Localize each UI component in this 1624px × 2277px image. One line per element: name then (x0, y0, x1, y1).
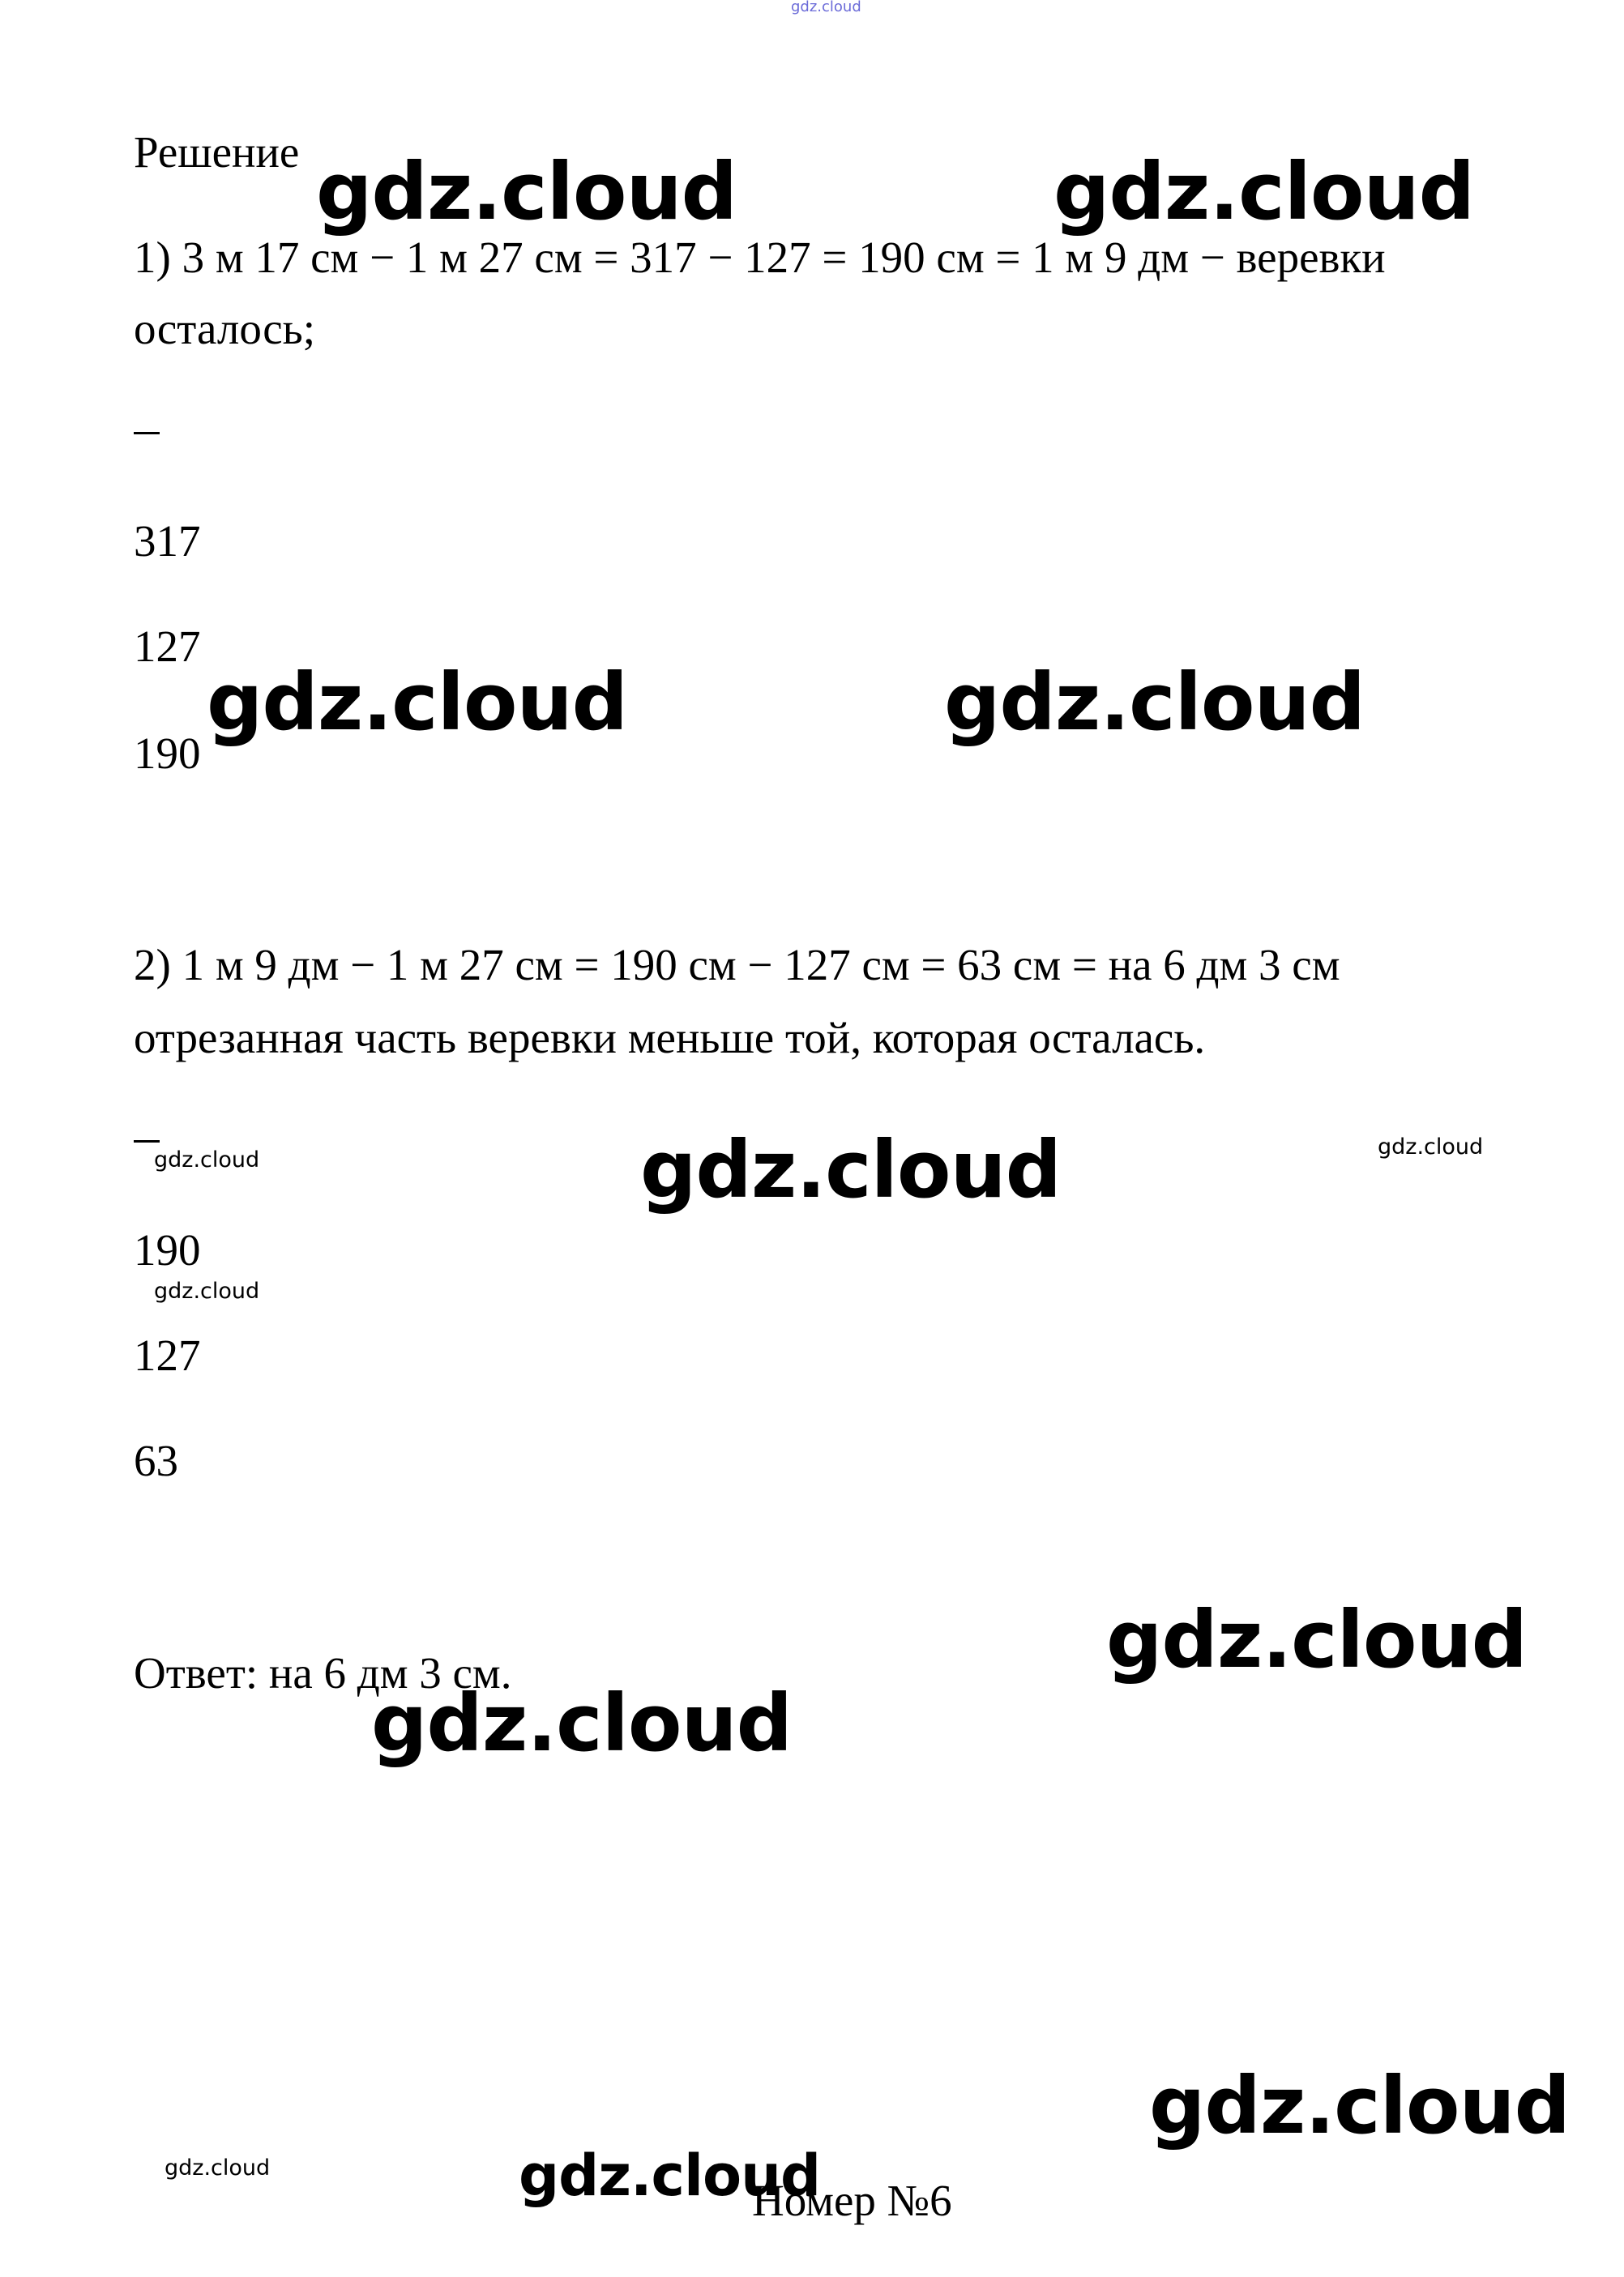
answer-line: Ответ: на 6 дм 3 см. (134, 1648, 512, 1698)
watermark-small: gdz.cloud (154, 1279, 260, 1304)
column2-minuend: 190 (134, 1225, 201, 1275)
column1-minus-sign (134, 432, 160, 434)
watermark: gdz.cloud (1053, 146, 1475, 237)
watermark-top: gdz.cloud (791, 0, 861, 15)
watermark-small: gdz.cloud (165, 2155, 271, 2181)
watermark: gdz.cloud (316, 146, 737, 237)
step2-line2: отрезанная часть веревки меньше той, которая осталась. (134, 1013, 1206, 1062)
watermark: gdz.cloud (640, 1124, 1062, 1215)
watermark: gdz.cloud (371, 1677, 793, 1769)
watermark: gdz.cloud (1149, 2060, 1571, 2151)
page-footer-number: Номер №6 (752, 2176, 952, 2225)
step1-line2: осталось; (134, 304, 315, 353)
watermark: gdz.cloud (207, 656, 628, 748)
column1-subtrahend: 127 (134, 622, 201, 671)
watermark: gdz.cloud (519, 2142, 821, 2209)
column1-result: 190 (134, 728, 201, 778)
solution-heading: Решение (134, 127, 300, 177)
column2-subtrahend: 127 (134, 1331, 201, 1380)
watermark-small: gdz.cloud (154, 1147, 260, 1173)
step2-line1: 2) 1 м 9 дм − 1 м 27 см = 190 см − 127 см = 63 см = на 6 дм 3 см (134, 940, 1340, 989)
watermark: gdz.cloud (1106, 1594, 1528, 1685)
watermark: gdz.cloud (944, 656, 1365, 748)
step1-line1: 1) 3 м 17 см − 1 м 27 см = 317 − 127 = 190 см = 1 м 9 дм − веревки (134, 233, 1386, 282)
column2-result: 63 (134, 1436, 178, 1485)
column1-minuend: 317 (134, 516, 201, 566)
watermark-small: gdz.cloud (1378, 1134, 1484, 1160)
column2-minus-sign (134, 1140, 160, 1143)
